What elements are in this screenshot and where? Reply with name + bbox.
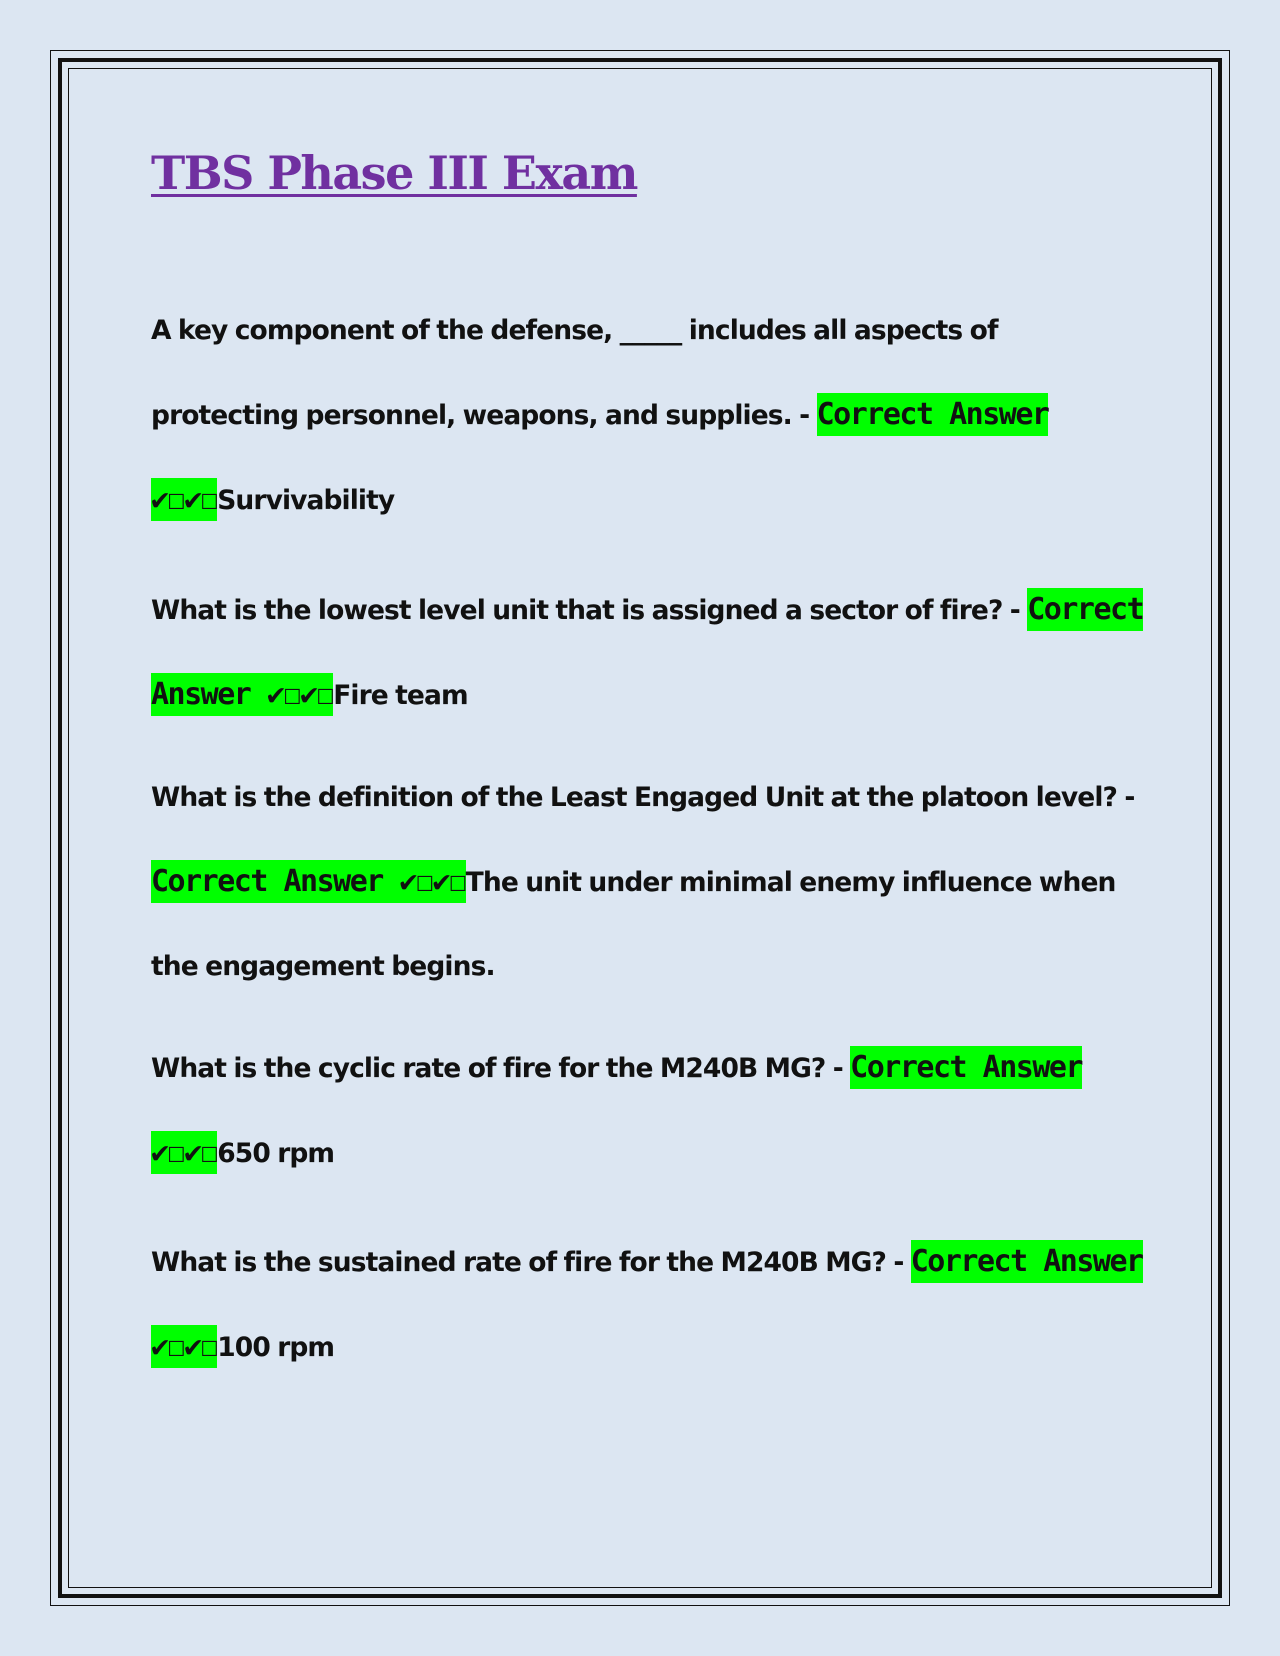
answer-text: The unit under minimal enemy influence when the engagement begins. xyxy=(151,867,1116,982)
question-text: What is the cyclic rate of fire for the M240B MG? - xyxy=(151,1053,843,1084)
correct-answer-marker: Correct Answer ✔☐✔☐ xyxy=(151,1046,1082,1174)
question-text: What is the lowest level unit that is assigned a sector of fire? - xyxy=(151,595,1020,626)
correct-answer-marker: Correct Answer ✔☐✔☐ xyxy=(151,588,1143,716)
answer-text: 650 rpm xyxy=(217,1138,335,1169)
correct-answer-marker: Correct Answer ✔☐✔☐ xyxy=(151,1240,1143,1368)
answer-text: 100 rpm xyxy=(217,1332,335,1363)
answer-text: Survivability xyxy=(217,485,395,516)
qa-item-least-engaged-unit xyxy=(151,756,1151,1009)
correct-answer-marker: Correct Answer ✔☐✔☐ xyxy=(151,393,1048,521)
qa-item-cyclic-rate xyxy=(151,1026,1151,1196)
question-text: What is the sustained rate of fire for the M240B MG? - xyxy=(151,1247,904,1278)
document-title: TBS Phase III Exam xyxy=(151,146,637,200)
qa-item-sustained-rate xyxy=(151,1220,1151,1390)
question-text: A key component of the defense, _____ includes all aspects of protecting personnel, weapons, and supplies. - xyxy=(151,315,998,431)
qa-item-fire-team xyxy=(151,568,1151,738)
question-text: What is the definition of the Least Engaged Unit at the platoon level? - xyxy=(151,782,1135,813)
qa-item-survivability xyxy=(151,289,1151,543)
answer-text: Fire team xyxy=(333,680,468,711)
correct-answer-marker: Correct Answer ✔☐✔☐ xyxy=(151,860,466,903)
